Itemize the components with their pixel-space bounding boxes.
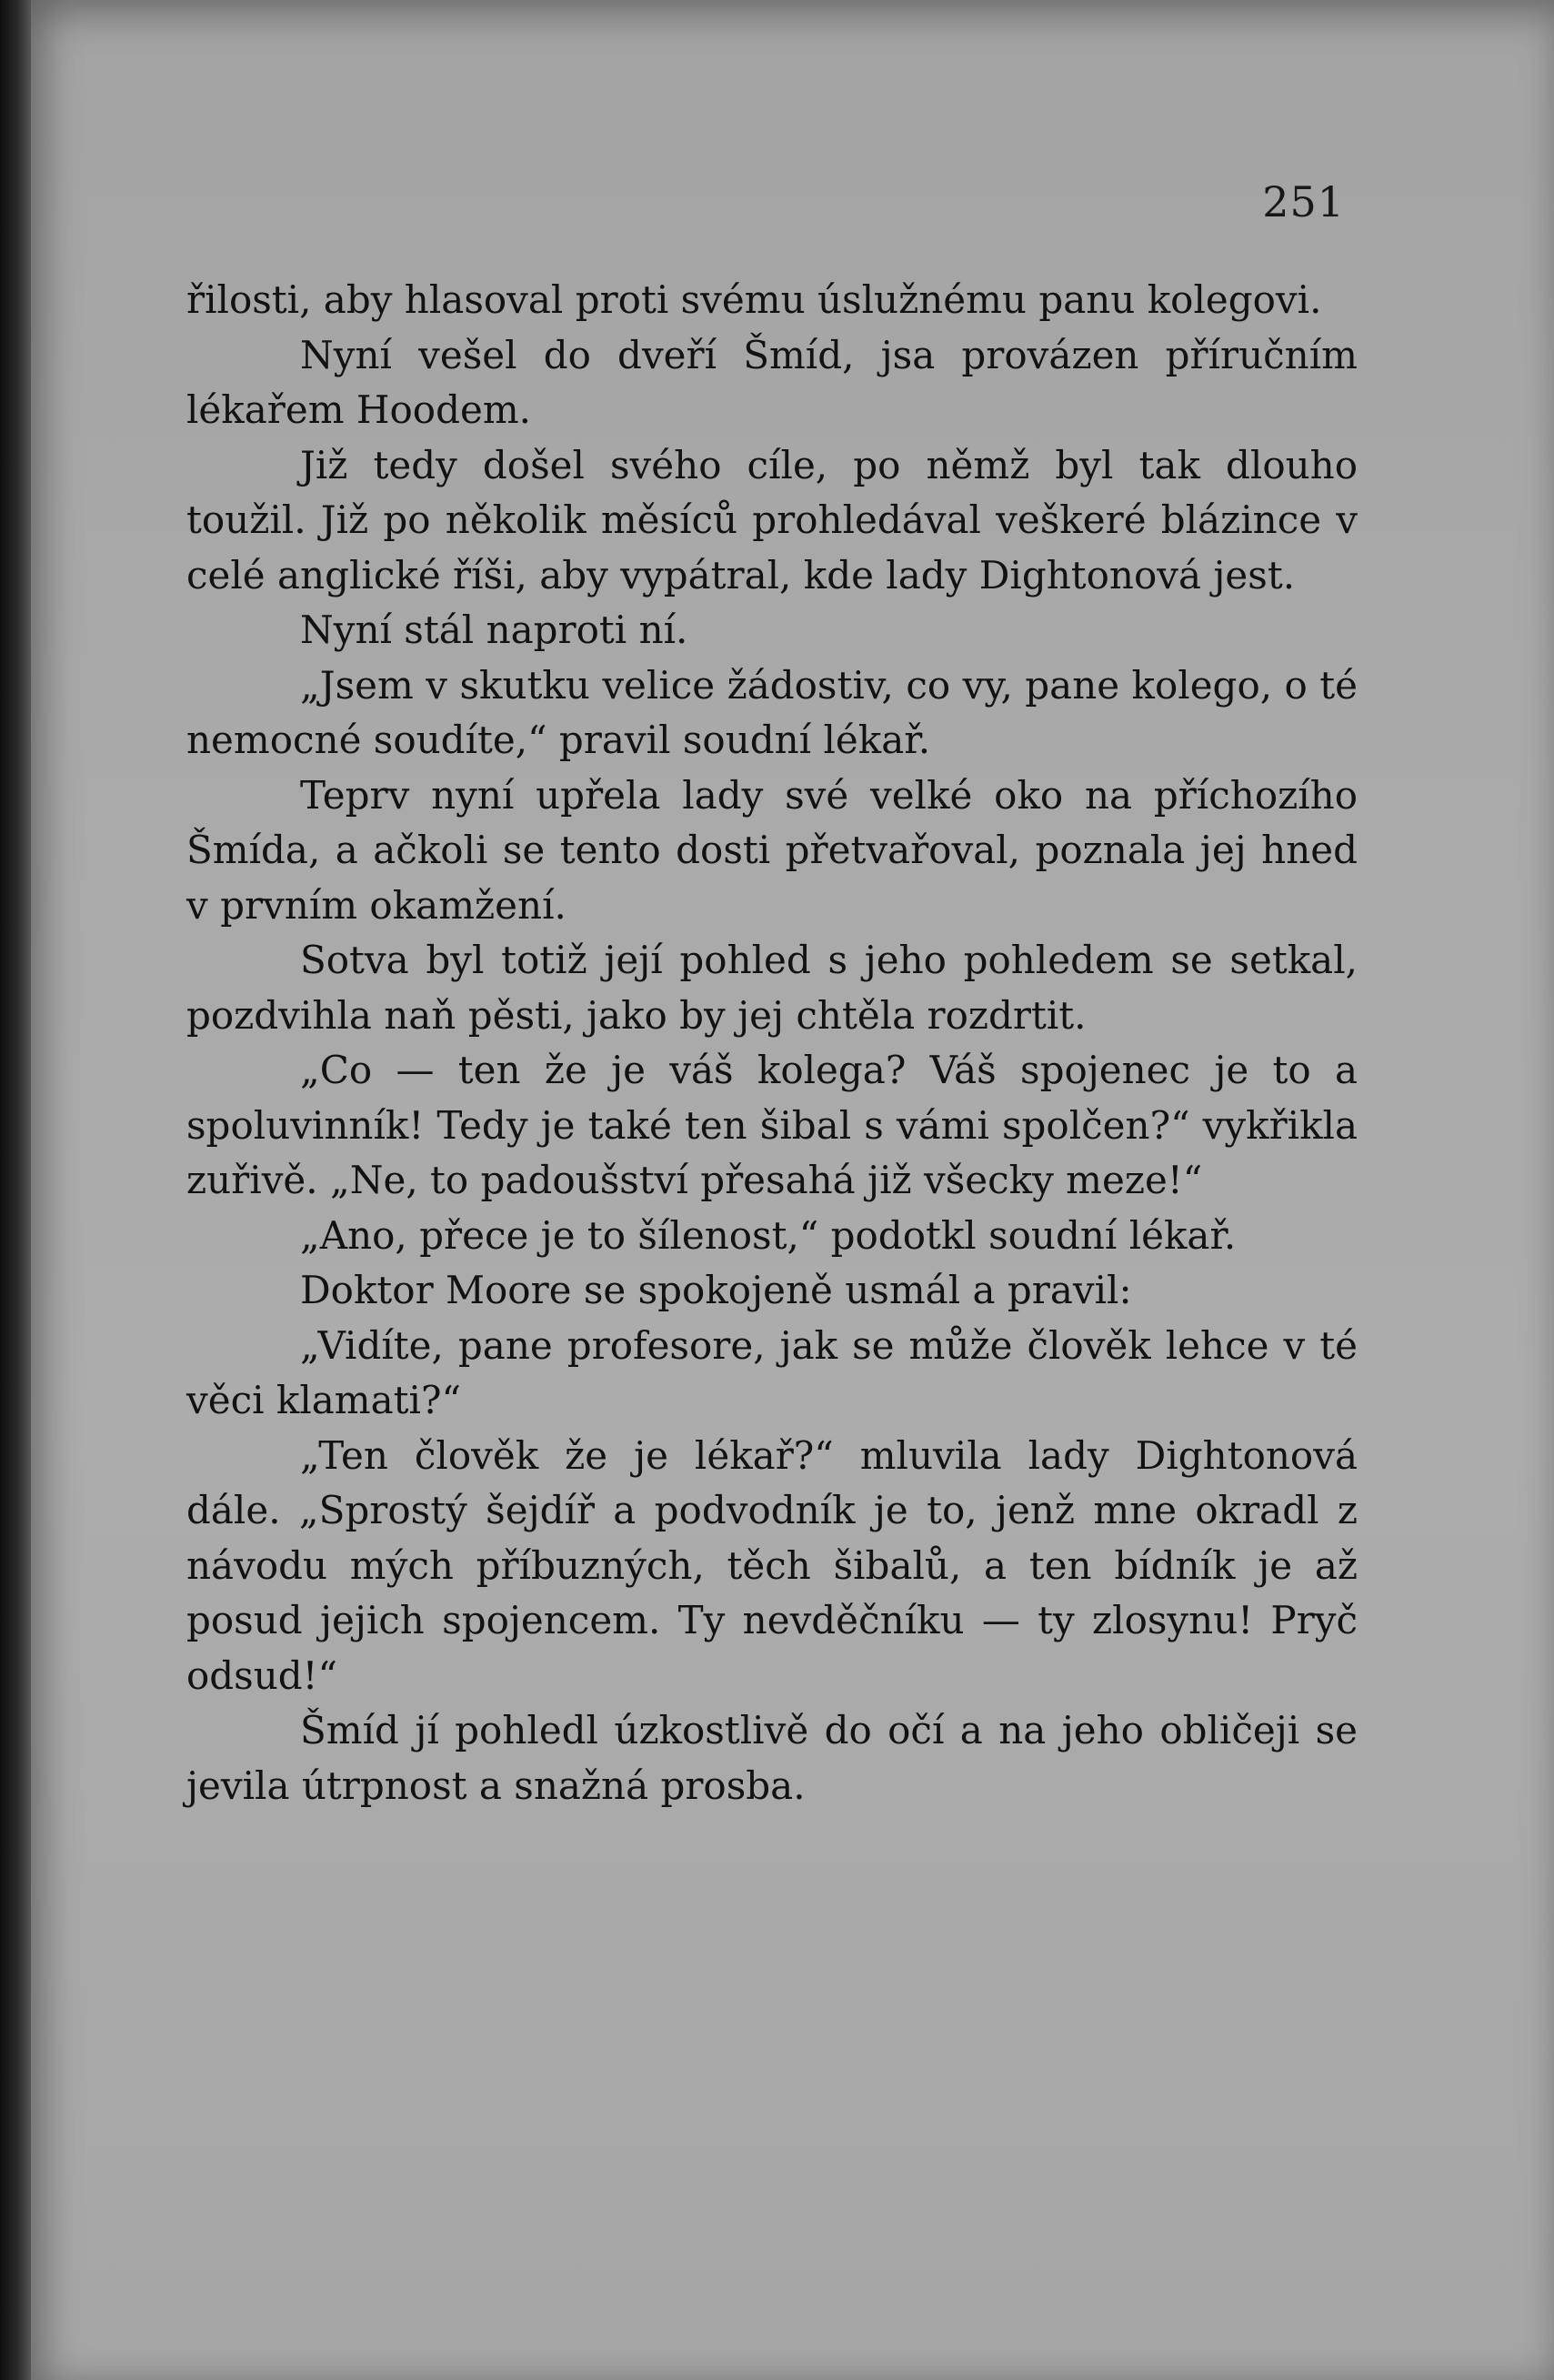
book-spine-shadow <box>0 0 31 2380</box>
paragraph: „Ano, přece je to šílenost,“ podotkl soudní lékař. <box>300 1212 1237 1258</box>
paragraph: Sotva byl totiž její pohled s jeho pohledem se setkal, pozdvihla naň pěsti, jako by jej chtěla rozdrtit. <box>186 938 1358 1038</box>
body-text <box>186 273 1358 1813</box>
paragraph: „Ten člověk že je lékař?“ mluvila lady Dightonová dále. „Sprostý šejdíř a podvodník je to, jenž mne okradl z návodu mých příbuzných, těch šibalů, a ten bídník je až posud jejich spojencem. Ty nevděčníku — ty zlosynu! Pryč odsud!“ <box>186 1432 1358 1698</box>
paragraph: „Co — ten že je váš kolega? Váš spojenec je to a spoluvinník! Tedy je také ten šibal s vámi spolčen?“ vykřikla zuřivě. „Ne, to padoušství přesahá již všecky meze!“ <box>186 1048 1358 1202</box>
paragraph: Šmíd jí pohledl úzkostlivě do očí a na jeho obličeji se jevila útrpnost a snažná prosba. <box>186 1708 1358 1808</box>
book-page <box>31 0 1554 2380</box>
paragraph: Již tedy došel svého cíle, po němž byl tak dlouho toužil. Již po několik měsíců prohledával veškeré blázince v celé anglické říši, aby vypátral, kde lady Dightonová jest. <box>186 442 1358 598</box>
paragraph: Doktor Moore se spokojeně usmál a pravil: <box>300 1268 1132 1312</box>
paragraph: „Jsem v skutku velice žádostiv, co vy, pane kolego, o té nemocné soudíte,“ pravil soudní lékař. <box>186 662 1358 762</box>
paragraph: „Vidíte, pane profesore, jak se může člověk lehce v té věci klamati?“ <box>186 1322 1358 1422</box>
paragraph: Teprv nyní upřela lady své velké oko na příchozího Šmída, a ačkoli se tento dosti přetvařoval, poznala jej hned v prvním okamžení. <box>186 772 1358 928</box>
paragraph: řilosti, aby hlasoval proti svému úslužnému panu kolegovi. <box>186 277 1322 322</box>
page-number: 251 <box>1262 177 1345 226</box>
paragraph: Nyní stál naproti ní. <box>300 608 688 652</box>
paragraph: Nyní vešel do dveří Šmíd, jsa provázen příručním lékařem Hoodem. <box>186 332 1358 432</box>
